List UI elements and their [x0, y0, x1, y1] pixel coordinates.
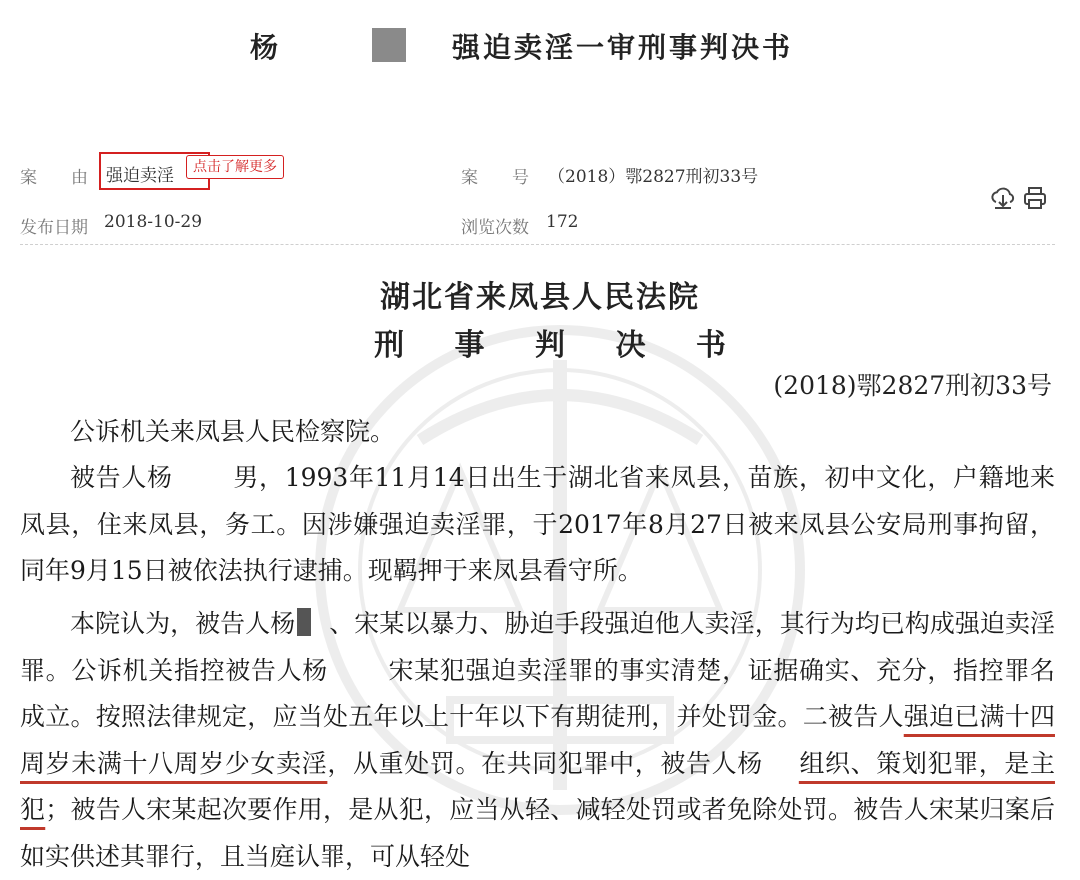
redaction-block — [297, 608, 311, 636]
publish-date-label: 发布日期 — [20, 218, 88, 238]
header-divider — [20, 244, 1055, 245]
court-name: 湖北省来凤县人民法院 — [380, 280, 700, 315]
cause-label: 案 由 — [20, 168, 88, 188]
title-right-text: 强迫卖淫一审刑事判决书 — [452, 31, 794, 64]
opinion-text-5: ；被告人宋某起次要作用，是从犯，应当从轻、减轻处罚或者免除处罚。被告人宋某归案后如实供述其罪行，且当庭认罪，可从轻处 — [20, 795, 1055, 871]
redaction-block — [372, 28, 406, 62]
defendant-details: 男，1993年11月14日出生于湖北省来凤县，苗族，初中文化，户籍地来凤县，住来凤县，务工。因涉嫌强迫卖淫罪，于2017年8月27日被来凤县公安局刑事拘留，同年9月15日被依法执行逮捕。现羁押于来凤县看守所。 — [20, 463, 1055, 585]
court-opinion-paragraph — [20, 601, 1055, 880]
prosecutor-paragraph: 公诉机关来凤县人民检察院。 — [70, 417, 396, 446]
opinion-text-3: 宋某犯强迫卖淫罪的事实清楚，证据确实、充分，指控罪名成立。按照法律规定，应当处五年以上十年以下有期徒刑，并处罚金。二被告人 — [20, 655, 1055, 731]
defendant-name-prefix: 被告人杨 — [70, 463, 173, 492]
defendant-paragraph — [20, 455, 1055, 595]
learn-more-tag[interactable]: 点击了解更多 — [186, 155, 284, 179]
views-value: 172 — [546, 212, 579, 232]
publish-date-value: 2018-10-29 — [104, 212, 203, 232]
opinion-text-4: ，从重处罚。在共同犯罪中，被告人杨 — [327, 748, 763, 778]
document-case-number: (2018)鄂2827刑初33号 — [773, 371, 1052, 400]
download-cloud-icon[interactable] — [990, 185, 1016, 211]
title-left-text: 杨 — [250, 31, 282, 64]
cause-value-link[interactable]: 强迫卖淫 — [106, 166, 174, 186]
page-title — [0, 26, 1080, 66]
opinion-text-2: 、宋某以暴力、胁迫手段强迫他人卖淫，其行为均已构成强迫卖淫罪。公诉机关指控被告人杨 — [20, 609, 1055, 685]
case-number-value: （2018）鄂2827刑初33号 — [548, 167, 759, 187]
case-number-label: 案 号 — [461, 168, 529, 188]
opinion-text-1: 本院认为，被告人杨 — [70, 609, 296, 638]
underlined-phrase-2: 组织、策划犯罪，是主犯 — [20, 748, 1055, 824]
underlined-phrase-1: 强迫已满十四周岁未满十八周岁少女卖淫 — [20, 702, 1055, 778]
document-type: 刑 事 判 决 书 — [374, 328, 746, 363]
printer-icon[interactable] — [1022, 185, 1048, 211]
views-label: 浏览次数 — [461, 218, 529, 238]
